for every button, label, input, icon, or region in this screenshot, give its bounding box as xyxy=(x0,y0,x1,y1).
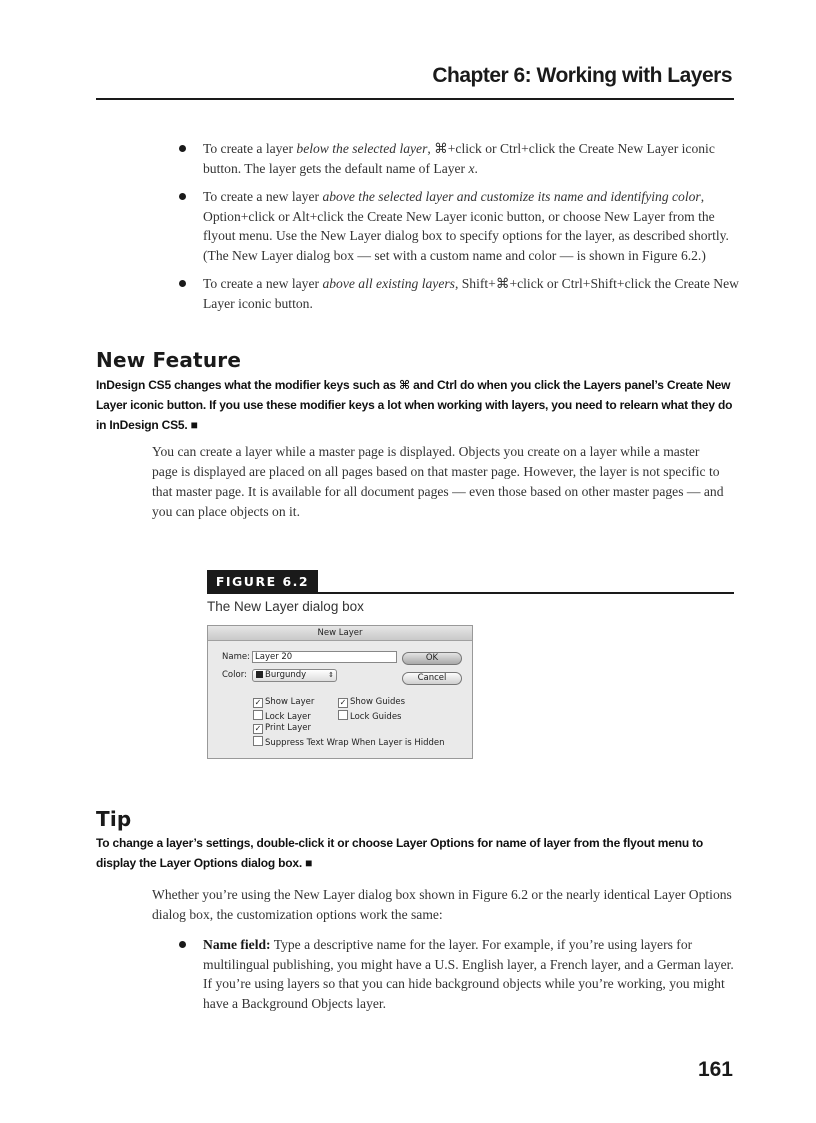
figure-caption: The New Layer dialog box xyxy=(207,599,364,614)
bullet-icon xyxy=(179,193,186,200)
page-number: 161 xyxy=(697,1058,733,1081)
body-paragraph-master-page: You can create a layer while a master page is displayed. Objects you create on a layer while a master page is displayed are placed on all pages based on that master page. However, the layer is not specific to that master page. It is available for all document pages — even those based on other master pages — and you can place objects on it. xyxy=(152,444,724,519)
new-feature-heading: New Feature xyxy=(96,348,242,372)
bullet-icon xyxy=(179,280,186,287)
figure-label: FIGURE 6.2 xyxy=(207,570,318,593)
checkbox-unchecked-icon xyxy=(253,736,263,746)
tip-body: To change a layer’s settings, double-click it or choose Layer Options for name of layer from the flyout menu to display the Layer Options dialog box. ■ xyxy=(96,836,704,870)
show-guides-checkbox[interactable]: ✓ Show Guides xyxy=(339,697,406,707)
checkbox-unchecked-icon xyxy=(253,710,263,720)
select-arrows-icon: ⇕ xyxy=(328,671,334,679)
header-rule xyxy=(96,98,734,100)
print-layer-checkbox[interactable]: ✓ Print Layer xyxy=(254,723,311,733)
color-label: Color: xyxy=(222,670,247,680)
new-layer-dialog-screenshot xyxy=(207,625,473,759)
name-field[interactable]: Layer 20 xyxy=(252,651,397,663)
figure-rule xyxy=(207,592,734,594)
cancel-button[interactable]: Cancel xyxy=(402,672,462,685)
show-layer-checkbox[interactable]: ✓ Show Layer xyxy=(254,697,315,707)
bullet-list-options xyxy=(175,935,735,1022)
bullet-icon xyxy=(179,941,186,948)
list-item: To create a new layer above the selected layer and customize its name and identifying color, Option+click or Alt+click the Create New Layer iconic button, or choose New Layer from the flyout menu. Use the New Layer dialog box to specify options for the layer, as described shortly. (The New Layer dialog box — set with a custom name and color — is shown in Figure 6.2.) xyxy=(175,187,732,265)
body-paragraph-customization: Whether you’re using the New Layer dialog box shown in Figure 6.2 or the nearly identical Layer Options dialog box, the customization options work the same: xyxy=(152,887,732,922)
dialog-title: New Layer xyxy=(208,626,472,641)
checkbox-unchecked-icon xyxy=(338,710,348,720)
list-item: To create a new layer above all existing layers, Shift+⌘+click or Ctrl+Shift+click the Create New Layer iconic button. xyxy=(175,274,740,313)
color-swatch-icon xyxy=(256,671,263,678)
lock-guides-checkbox[interactable]: Lock Guides xyxy=(338,710,401,722)
ok-button[interactable]: OK xyxy=(402,652,462,665)
checkbox-checked-icon: ✓ xyxy=(254,698,262,707)
color-select[interactable]: Burgundy ⇕ xyxy=(252,669,337,682)
bullet-list-create-layer xyxy=(175,139,740,322)
list-item: To create a layer below the selected layer, ⌘+click or Ctrl+click the Create New Layer iconic button. The layer gets the default name of Layer x. xyxy=(175,139,744,178)
bullet-icon xyxy=(179,145,186,152)
chapter-title: Chapter 6: Working with Layers xyxy=(432,64,732,87)
name-label: Name: xyxy=(222,652,250,662)
list-item: Name field: Type a descriptive name for the layer. For example, if you’re using layers for multilingual publishing, you might have a U.S. English layer, a French layer, and a German layer. If you’re using layers so that you can hide background objects while you’re working, you might have a Background Objects layer. xyxy=(175,935,735,1013)
new-feature-body: InDesign CS5 changes what the modifier keys such as ⌘ and Ctrl do when you click the Layers panel’s Create New Layer iconic button. If you use these modifier keys a lot when working with layers, you need to relearn what they do in InDesign CS5. ■ xyxy=(96,378,733,432)
tip-heading: Tip xyxy=(96,807,132,831)
checkbox-checked-icon: ✓ xyxy=(339,698,347,707)
lock-layer-checkbox[interactable]: Lock Layer xyxy=(253,710,311,722)
checkbox-checked-icon: ✓ xyxy=(254,724,262,733)
suppress-text-wrap-checkbox[interactable]: Suppress Text Wrap When Layer is Hidden xyxy=(253,736,445,748)
